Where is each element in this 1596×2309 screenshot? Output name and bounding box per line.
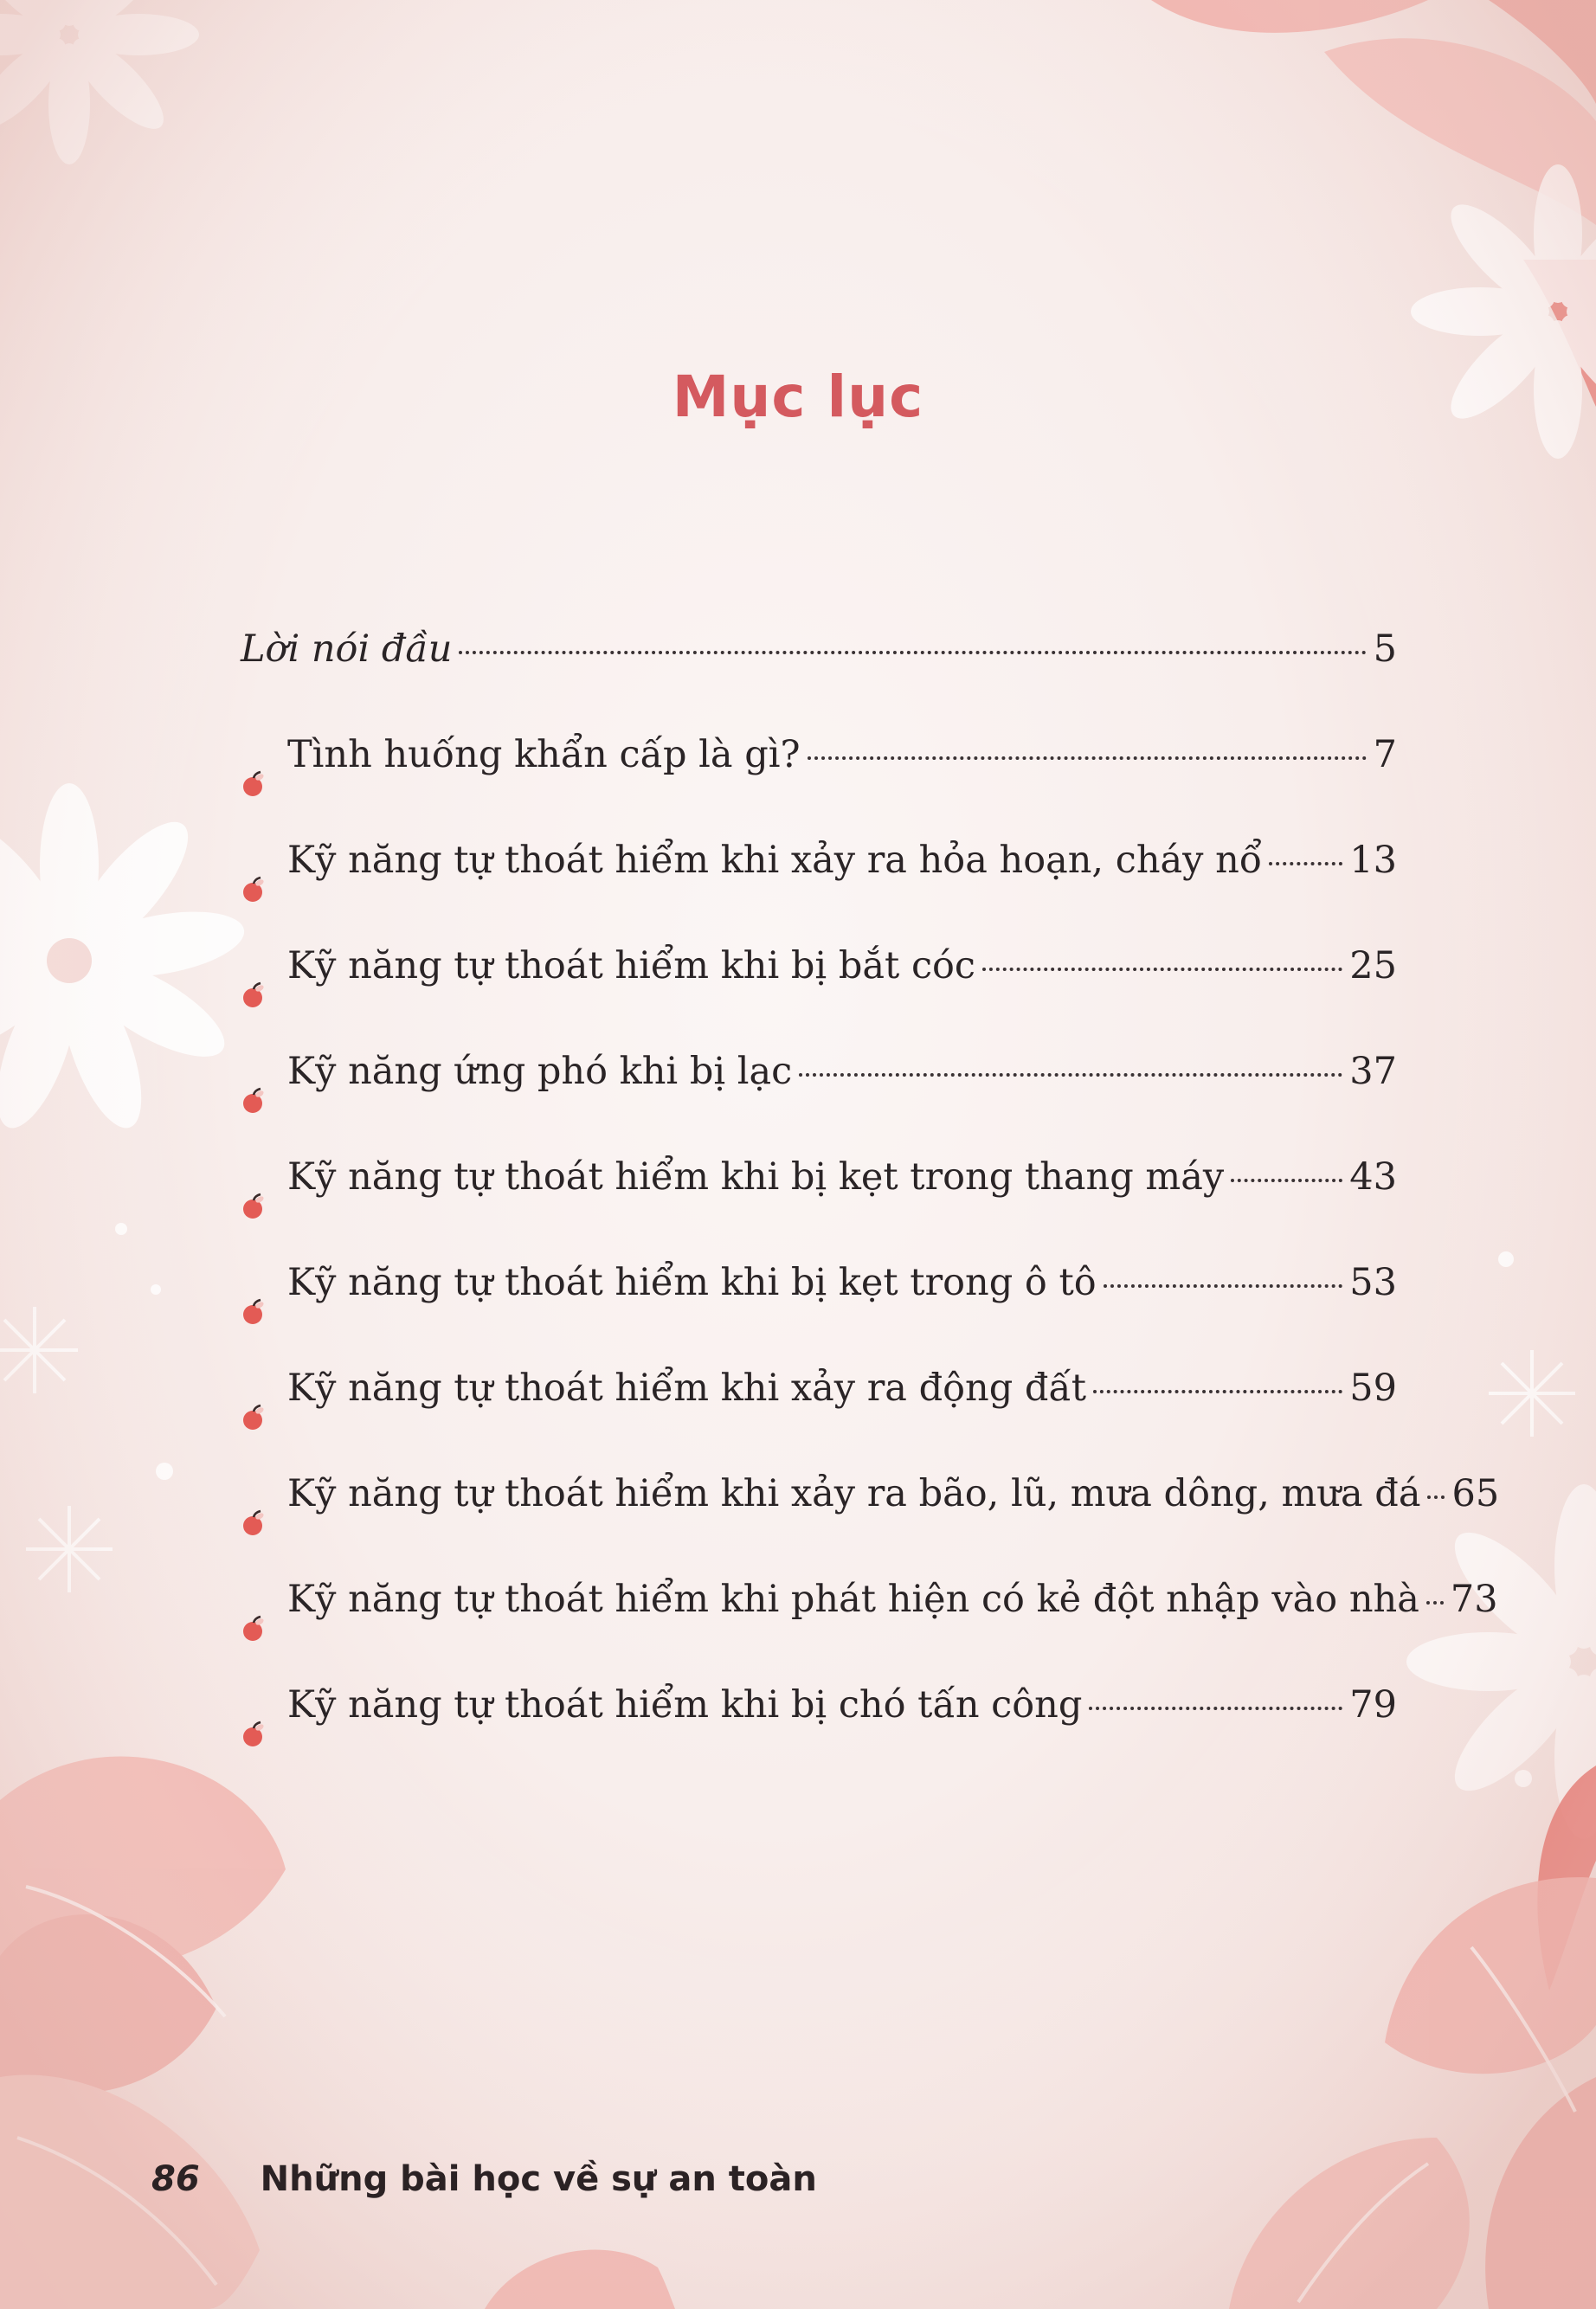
apple-bullet-icon bbox=[241, 876, 268, 904]
toc-entry-label: Kỹ năng tự thoát hiểm khi phát hiện có kẻ đột nhập vào nhà bbox=[287, 1578, 1419, 1621]
footer-page-number: 86 bbox=[151, 2159, 200, 2199]
toc-row[interactable] bbox=[241, 1472, 1500, 1578]
toc-page-number: 5 bbox=[1373, 627, 1397, 671]
apple-bullet-icon bbox=[241, 1615, 268, 1643]
dot-leader bbox=[1104, 1284, 1343, 1288]
toc-page-number: 65 bbox=[1451, 1472, 1500, 1515]
toc-row[interactable] bbox=[241, 1155, 1397, 1261]
toc-page-number: 73 bbox=[1450, 1578, 1498, 1621]
apple-bullet-icon bbox=[241, 1509, 268, 1537]
dot-leader bbox=[982, 968, 1342, 971]
page-footer bbox=[151, 2159, 817, 2199]
toc-page-number: 13 bbox=[1349, 839, 1397, 882]
toc-row[interactable] bbox=[241, 733, 1397, 839]
toc-entry-label: Kỹ năng tự thoát hiểm khi xảy ra hỏa hoạn, cháy nổ bbox=[287, 839, 1263, 882]
apple-bullet-icon bbox=[241, 1720, 268, 1748]
table-of-contents bbox=[241, 627, 1500, 1789]
dot-leader bbox=[1269, 862, 1342, 865]
toc-page-number: 25 bbox=[1349, 944, 1397, 987]
dot-leader bbox=[808, 756, 1367, 760]
toc-entry-label: Kỹ năng tự thoát hiểm khi bị bắt cóc bbox=[287, 944, 976, 987]
dot-leader bbox=[1093, 1390, 1342, 1393]
toc-row-intro[interactable] bbox=[241, 627, 1397, 733]
toc-row[interactable] bbox=[241, 1050, 1397, 1155]
dot-leader bbox=[1427, 1495, 1445, 1499]
toc-page-number: 53 bbox=[1349, 1261, 1397, 1304]
footer-book-title: Những bài học về sự an toàn bbox=[260, 2159, 817, 2199]
dot-leader bbox=[459, 651, 1366, 654]
toc-row[interactable] bbox=[241, 839, 1397, 944]
dot-leader bbox=[1426, 1601, 1444, 1605]
apple-bullet-icon bbox=[241, 1404, 268, 1431]
apple-bullet-icon bbox=[241, 1298, 268, 1326]
dot-leader bbox=[799, 1073, 1342, 1077]
toc-page-number: 79 bbox=[1349, 1683, 1397, 1727]
dot-leader bbox=[1089, 1707, 1342, 1710]
toc-page-number: 59 bbox=[1349, 1367, 1397, 1410]
toc-entry-label: Kỹ năng tự thoát hiểm khi bị kẹt trong ô tô bbox=[287, 1261, 1097, 1304]
page-title: Mục lục bbox=[672, 363, 924, 430]
toc-entry-label: Kỹ năng tự thoát hiểm khi xảy ra động đất bbox=[287, 1367, 1087, 1410]
toc-entry-label: Lời nói đầu bbox=[241, 627, 453, 671]
toc-row[interactable] bbox=[241, 1261, 1397, 1367]
toc-page-number: 37 bbox=[1349, 1050, 1397, 1093]
toc-page-number: 43 bbox=[1349, 1155, 1397, 1199]
toc-row[interactable] bbox=[241, 1367, 1397, 1472]
toc-entry-label: Kỹ năng ứng phó khi bị lạc bbox=[287, 1050, 793, 1093]
toc-entry-label: Kỹ năng tự thoát hiểm khi xảy ra bão, lũ, mưa dông, mưa đá bbox=[287, 1472, 1421, 1515]
dot-leader bbox=[1231, 1179, 1342, 1182]
toc-row[interactable] bbox=[241, 944, 1397, 1050]
toc-entry-label: Kỹ năng tự thoát hiểm khi bị kẹt trong thang máy bbox=[287, 1155, 1225, 1199]
toc-row[interactable] bbox=[241, 1683, 1397, 1789]
apple-bullet-icon bbox=[241, 770, 268, 798]
apple-bullet-icon bbox=[241, 1087, 268, 1115]
toc-page-number: 7 bbox=[1373, 733, 1397, 776]
apple-bullet-icon bbox=[241, 981, 268, 1009]
apple-bullet-icon bbox=[241, 1193, 268, 1220]
toc-entry-label: Tình huống khẩn cấp là gì? bbox=[287, 733, 801, 776]
toc-entry-label: Kỹ năng tự thoát hiểm khi bị chó tấn công bbox=[287, 1683, 1083, 1727]
toc-row[interactable] bbox=[241, 1578, 1498, 1683]
